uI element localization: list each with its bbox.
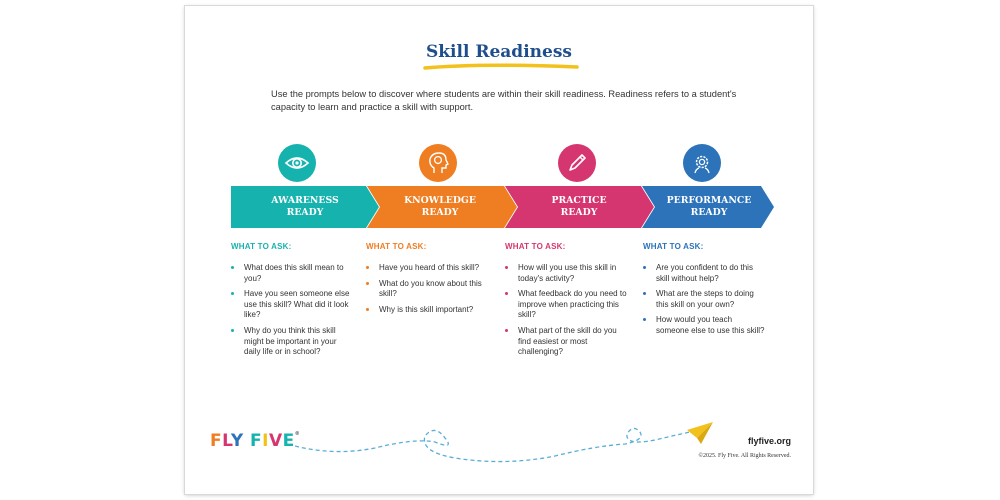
practice-circle bbox=[558, 144, 596, 182]
gear-head-icon bbox=[689, 150, 715, 176]
list-item: What are the steps to doing this skill on your own? bbox=[643, 289, 767, 310]
website-link[interactable]: flyfive.org bbox=[747, 436, 791, 446]
list-item: Why do you think this skill might be important in your daily life or in school? bbox=[231, 326, 355, 358]
fly-five-logo: FLY FIVE® bbox=[210, 431, 301, 451]
page-title: Skill Readiness bbox=[426, 42, 572, 62]
knowledge-questions bbox=[366, 242, 490, 320]
paper-plane-icon bbox=[687, 422, 713, 444]
intro-text: Use the prompts below to discover where students are within their skill readiness. Readiness refers to a student's capacity to learn and practice a skill with support. bbox=[271, 89, 737, 112]
list-item: Have you heard of this skill? bbox=[366, 263, 490, 274]
column-heading: WHAT TO ASK: bbox=[231, 242, 292, 251]
copyright-text: ©2025. Fly Five. All Rights Reserved. bbox=[698, 453, 791, 459]
list-item: What does this skill mean to you? bbox=[231, 263, 355, 284]
list-item: Are you confident to do this skill without help? bbox=[643, 263, 767, 284]
awareness-circle bbox=[278, 144, 316, 182]
list-item: What feedback do you need to improve when practicing this skill? bbox=[505, 289, 629, 321]
list-item: Why is this skill important? bbox=[366, 305, 490, 316]
awareness-label: AWARENESS READY bbox=[271, 195, 339, 218]
eye-icon bbox=[284, 150, 310, 176]
knowledge-label: KNOWLEDGE READY bbox=[404, 195, 476, 218]
performance-circle bbox=[683, 144, 721, 182]
list-item: How would you teach someone else to use this skill? bbox=[643, 315, 767, 336]
list-item: What part of the skill do you find easiest or most challenging? bbox=[505, 326, 629, 358]
column-heading: WHAT TO ASK: bbox=[505, 242, 566, 251]
awareness-questions bbox=[231, 242, 355, 363]
flight-path-decoration bbox=[295, 418, 715, 468]
list-item: Have you seen someone else use this skill? What did it look like? bbox=[231, 289, 355, 321]
head-lightbulb-icon bbox=[425, 150, 451, 176]
title-underline bbox=[421, 61, 581, 73]
knowledge-circle bbox=[419, 144, 457, 182]
worksheet-page bbox=[185, 6, 813, 494]
list-item: What do you know about this skill? bbox=[366, 279, 490, 300]
list-item: How will you use this skill in today's activity? bbox=[505, 263, 629, 284]
performance-questions bbox=[643, 242, 767, 342]
pencil-icon bbox=[564, 150, 590, 176]
practice-questions bbox=[505, 242, 629, 363]
column-heading: WHAT TO ASK: bbox=[643, 242, 704, 251]
column-heading: WHAT TO ASK: bbox=[366, 242, 427, 251]
practice-label: PRACTICE READY bbox=[551, 195, 607, 218]
performance-label: PERFORMANCE READY bbox=[666, 195, 752, 218]
